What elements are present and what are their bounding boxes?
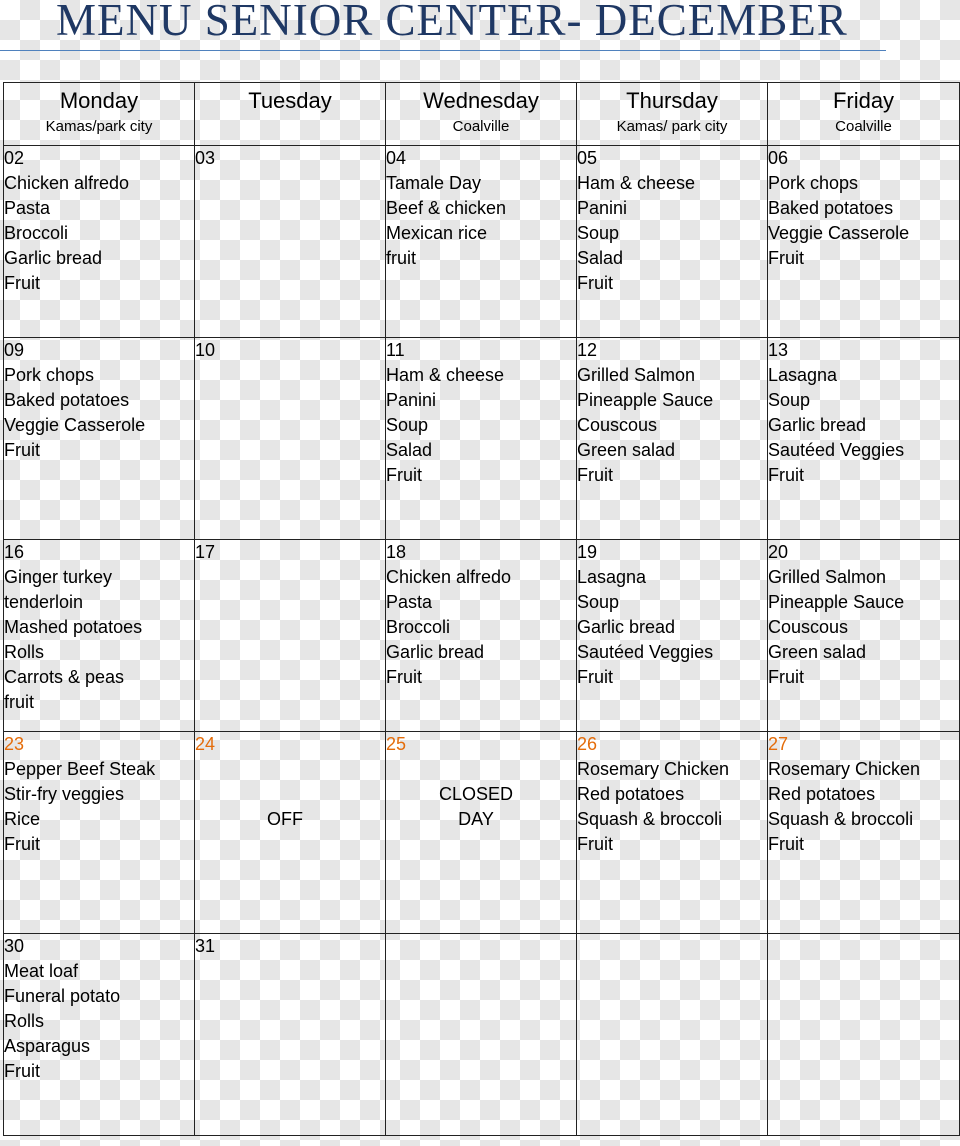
menu-item: Sautéed Veggies: [577, 642, 714, 662]
menu-item: Baked potatoes: [768, 198, 894, 218]
menu-item: Couscous: [577, 415, 658, 435]
day-cell: [577, 338, 768, 540]
date-number: 26: [577, 734, 598, 754]
menu-item: Lasagna: [768, 365, 838, 385]
day-cell: [195, 732, 386, 934]
menu-item: Stir-fry veggies: [4, 784, 125, 804]
date-number: 30: [4, 936, 25, 956]
menu-item: Grilled Salmon: [768, 567, 887, 587]
date-number: 18: [386, 542, 407, 562]
menu-item: Fruit: [768, 465, 804, 485]
menu-item: Fruit: [386, 465, 422, 485]
day-cell: [195, 338, 386, 540]
day-cell: [195, 934, 386, 1136]
day-name: Tuesday: [248, 88, 332, 113]
menu-item: Rosemary Chicken: [577, 759, 730, 779]
header-friday: [768, 83, 960, 146]
menu-item: Garlic bread: [386, 642, 485, 662]
week-row: [4, 540, 960, 732]
menu-item: Meat loaf: [4, 961, 79, 981]
menu-item: Fruit: [577, 834, 613, 854]
menu-item: Squash & broccoli: [577, 809, 723, 829]
day-cell: [386, 540, 577, 732]
menu-item: Fruit: [4, 1061, 40, 1081]
menu-item: Soup: [386, 415, 429, 435]
week-row: [4, 934, 960, 1136]
date-number: 03: [195, 148, 216, 168]
day-cell: [768, 338, 960, 540]
menu-item: Rolls: [4, 1011, 45, 1031]
title-underline: [0, 50, 886, 51]
date-number: 23: [4, 734, 25, 754]
date-number: 04: [386, 148, 407, 168]
day-cell: [577, 146, 768, 338]
menu-item: Grilled Salmon: [577, 365, 696, 385]
day-cell: [386, 732, 577, 934]
menu-item: Soup: [577, 592, 620, 612]
day-cell: [4, 338, 195, 540]
date-number: 27: [768, 734, 789, 754]
menu-item: Funeral potato: [4, 986, 121, 1006]
menu-item: Garlic bread: [4, 248, 103, 268]
date-number: 19: [577, 542, 598, 562]
week-row: [4, 146, 960, 338]
menu-item: Baked potatoes: [4, 390, 130, 410]
menu-item: Ham & cheese: [386, 365, 505, 385]
menu-item: Sautéed Veggies: [768, 440, 905, 460]
day-cell: [768, 732, 960, 934]
menu-item: Red potatoes: [577, 784, 685, 804]
menu-item: Pasta: [4, 198, 51, 218]
menu-item: Pepper Beef Steak: [4, 759, 156, 779]
menu-item: Salad: [577, 248, 624, 268]
day-location: Kamas/ park city: [616, 118, 728, 135]
day-cell: [768, 146, 960, 338]
closed-note: OFF: [267, 809, 303, 829]
menu-item: Mashed potatoes: [4, 617, 143, 637]
day-name: Monday: [59, 88, 139, 113]
closed-note: DAY: [458, 809, 494, 829]
header-tuesday: [195, 83, 386, 146]
menu-item: Pork chops: [4, 365, 95, 385]
menu-item: Beef & chicken: [386, 198, 507, 218]
day-cell: [577, 540, 768, 732]
day-name: Wednesday: [423, 88, 539, 113]
day-name: Friday: [832, 88, 895, 113]
day-cell: [4, 540, 195, 732]
menu-item: fruit: [4, 692, 35, 712]
header-thursday: [577, 83, 768, 146]
menu-item: Soup: [768, 390, 811, 410]
menu-item: Asparagus: [4, 1036, 91, 1056]
menu-item: Fruit: [577, 465, 613, 485]
day-location: Coalville: [452, 118, 510, 135]
day-cell: [577, 934, 768, 1136]
menu-calendar: [3, 82, 960, 1136]
menu-item: Green salad: [577, 440, 676, 460]
menu-item: Couscous: [768, 617, 849, 637]
menu-item: Rosemary Chicken: [768, 759, 921, 779]
date-number: 24: [195, 734, 216, 754]
day-cell: [386, 934, 577, 1136]
day-cell: [768, 934, 960, 1136]
menu-item: Lasagna: [577, 567, 647, 587]
menu-item: Garlic bread: [768, 415, 867, 435]
menu-item: Broccoli: [386, 617, 451, 637]
header-row: [4, 83, 960, 146]
menu-item: Fruit: [4, 440, 40, 460]
menu-item: Veggie Casserole: [4, 415, 146, 435]
menu-item: Green salad: [768, 642, 867, 662]
menu-item: Pasta: [386, 592, 433, 612]
menu-item: Veggie Casserole: [768, 223, 910, 243]
menu-item: Fruit: [577, 273, 613, 293]
closed-note: CLOSED: [438, 784, 514, 804]
date-number: 20: [768, 542, 789, 562]
date-number: 31: [195, 936, 216, 956]
menu-item: Fruit: [768, 834, 804, 854]
day-cell: [195, 146, 386, 338]
menu-item: Ham & cheese: [577, 173, 696, 193]
day-name: Thursday: [626, 88, 718, 113]
menu-item: Fruit: [768, 248, 804, 268]
date-number: 06: [768, 148, 789, 168]
date-number: 11: [386, 340, 405, 360]
day-cell: [386, 338, 577, 540]
day-cell: [4, 934, 195, 1136]
menu-item: Panini: [577, 198, 628, 218]
menu-item: Tamale Day: [386, 173, 482, 193]
menu-item: Squash & broccoli: [768, 809, 914, 829]
day-cell: [577, 732, 768, 934]
date-number: 09: [4, 340, 25, 360]
menu-item: fruit: [386, 248, 417, 268]
menu-item: Carrots & peas: [4, 667, 125, 687]
menu-item: Fruit: [4, 834, 40, 854]
date-number: 05: [577, 148, 598, 168]
menu-item: Chicken alfredo: [4, 173, 130, 193]
menu-item: Pork chops: [768, 173, 859, 193]
week-row: [4, 732, 960, 934]
day-location: Coalville: [835, 118, 892, 135]
day-cell: [386, 146, 577, 338]
menu-item: Mexican rice: [386, 223, 488, 243]
header-monday: [4, 83, 195, 146]
date-number: 02: [4, 148, 25, 168]
menu-item: Panini: [386, 390, 437, 410]
menu-item: Fruit: [768, 667, 804, 687]
menu-item: Soup: [577, 223, 620, 243]
menu-item: Fruit: [4, 273, 40, 293]
menu-item: Fruit: [577, 667, 613, 687]
day-location: Kamas/park city: [45, 118, 153, 135]
menu-item: Rolls: [4, 642, 45, 662]
day-cell: [768, 540, 960, 732]
day-cell: [195, 540, 386, 732]
date-number: 12: [577, 340, 598, 360]
menu-weeks: [4, 146, 960, 1136]
menu-item: Fruit: [386, 667, 422, 687]
menu-item: Red potatoes: [768, 784, 876, 804]
date-number: 16: [4, 542, 25, 562]
date-number: 10: [195, 340, 216, 360]
menu-item: Pineapple Sauce: [768, 592, 905, 612]
menu-item: tenderloin: [4, 592, 84, 612]
menu-item: Salad: [386, 440, 433, 460]
date-number: 13: [768, 340, 789, 360]
menu-item: Pineapple Sauce: [577, 390, 714, 410]
menu-item: Broccoli: [4, 223, 69, 243]
menu-item: Rice: [4, 809, 41, 829]
date-number: 25: [386, 734, 407, 754]
menu-item: Chicken alfredo: [386, 567, 512, 587]
header-wednesday: [386, 83, 577, 146]
day-cell: [4, 146, 195, 338]
date-number: 17: [195, 542, 216, 562]
day-cell: [4, 732, 195, 934]
week-row: [4, 338, 960, 540]
menu-item: Garlic bread: [577, 617, 676, 637]
page-title: MENU SENIOR CENTER- DECEMBER: [56, 0, 848, 45]
menu-item: Ginger turkey: [4, 567, 113, 587]
